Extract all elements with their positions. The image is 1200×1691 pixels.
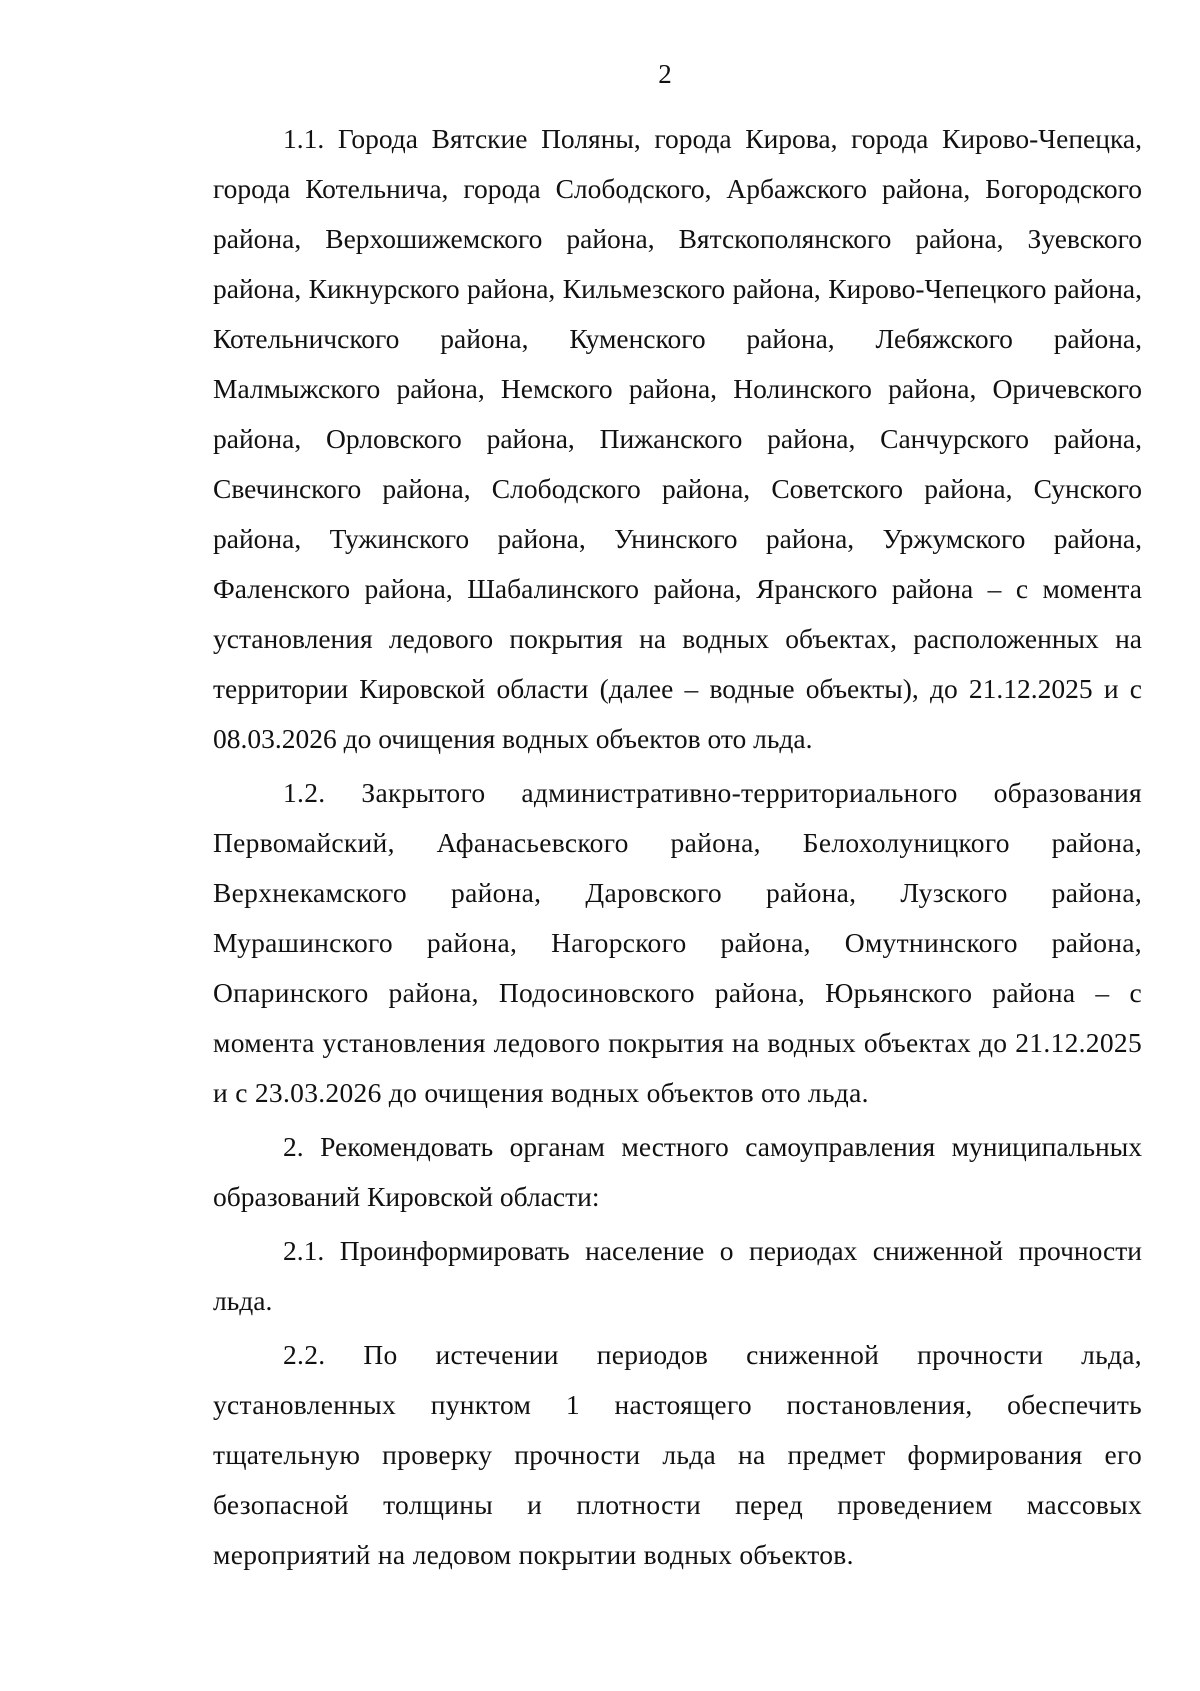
page-number: 2 <box>658 59 672 89</box>
paragraph-2-1: 2.1. Проинформировать население о периодах сниженной прочности льда. <box>213 1235 1142 1316</box>
document-body <box>213 114 1142 1584</box>
paragraph-1-2: 1.2. Закрытого административно-территориального образования Первомайский, Афанасьевского района, Белохолуницкого района, Верхнекамского района, Даровского района, Лузского района, Мурашинского района, Нагорского района, Омутнинского района, Опаринского района, Подосиновского района, Юрьянского района – с момента установления ледового покрытия на водных объектах до 21.12.2025 и с 23.03.2026 до очищения водных объектов ото льда. <box>213 777 1142 1108</box>
paragraph-1-1: 1.1. Города Вятские Поляны, города Кирова, города Кирово-Чепецка, города Котельнича, города Слободского, Арбажского района, Богородского района, Верхошижемского района, Вятскополянского района, Зуевского района, Кикнурского района, Кильмезского района, Кирово-Чепецкого района, Котельничского района, Куменского района, Лебяжского района, Малмыжского района, Немского района, Нолинского района, Оричевского района, Орловского района, Пижанского района, Санчурского района, Свечинского района, Слободского района, Советского района, Сунского района, Тужинского района, Унинского района, Уржумского района, Фаленского района, Шабалинского района, Яранского района – с момента установления ледового покрытия на водных объектах, расположенных на территории Кировской области (далее – водные объекты), до 21.12.2025 и с 08.03.2026 до очищения водных объектов ото льда. <box>213 123 1142 754</box>
paragraph-2-2: 2.2. По истечении периодов сниженной прочности льда, установленных пунктом 1 настоящего постановления, обеспечить тщательную проверку прочности льда на предмет формирования его безопасной толщины и плотности перед проведением массовых мероприятий на ледовом покрытии водных объектов. <box>213 1339 1142 1570</box>
paragraph-2: 2. Рекомендовать органам местного самоуправления муниципальных образований Кировской области: <box>213 1131 1142 1212</box>
